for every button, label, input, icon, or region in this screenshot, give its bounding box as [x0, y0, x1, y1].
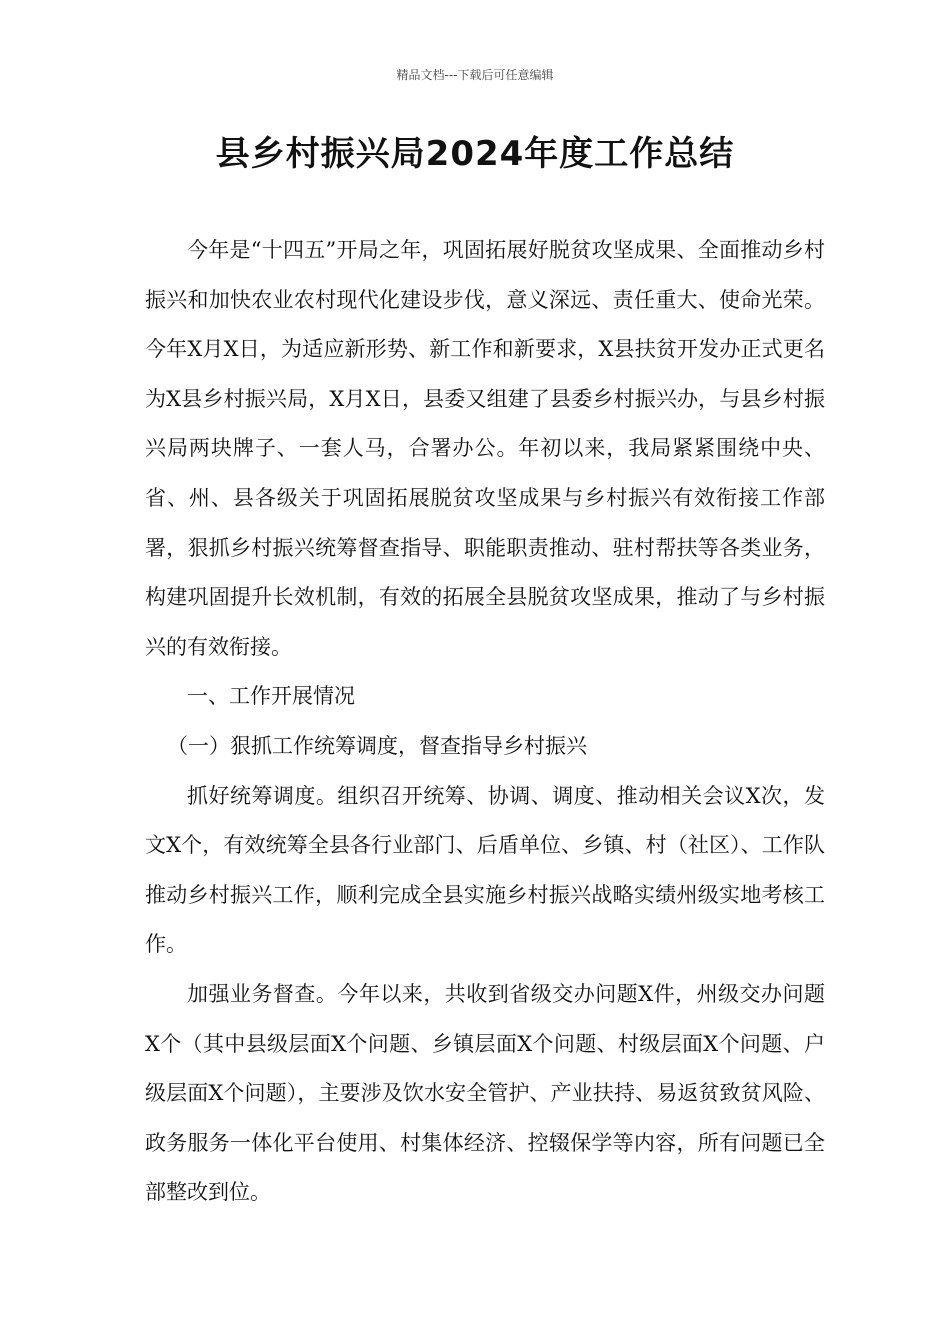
paragraph-intro: 今年是“十四五”开局之年，巩固拓展好脱贫攻坚成果、全面推动乡村振兴和加快农业农村现代化建设步伐，意义深远、责任重大、使命光荣。今年X月X日，为适应新形势、新工作和新要求，X县扶贫开发办正式更名为X县乡村振兴局，X月X日，县委又组建了县委乡村振兴办，与县乡村振兴局两块牌子、一套人马，合署办公。年初以来，我局紧紧围绕中央、省、州、县各级关于巩固拓展脱贫攻坚成果与乡村振兴有效衔接工作部署，狠抓乡村振兴统筹督查指导、职能职责推动、驻村帮扶等各类业务，构建巩固提升长效机制，有效的拓展全县脱贫攻坚成果，推动了与乡村振兴的有效衔接。: [145, 238, 825, 659]
section-heading: 一、工作开展情况: [187, 684, 355, 709]
header-note: 精品文档---下载后可任意编辑: [396, 68, 554, 82]
subsection-heading: （一）狠抓工作统筹调度，督查指导乡村振兴: [167, 733, 587, 758]
paragraph-supervision: 加强业务督查。今年以来，共收到省级交办问题X件，州级交办问题X个（其中县级层面X个问题、乡镇层面X个问题、村级层面X个问题、户级层面X个问题），主要涉及饮水安全管护、产业扶持、易返贫致贫风险、政务服务一体化平台使用、村集体经济、控辍保学等内容，所有问题已全部整改到位。: [145, 981, 825, 1205]
paragraph-coordination: 抓好统筹调度。组织召开统筹、协调、调度、推动相关会议X次，发文X个，有效统筹全县各行业部门、后盾单位、乡镇、村（社区）、工作队推动乡村振兴工作，顺利完成全县实施乡村振兴战略实绩州级实地考核工作。: [145, 783, 825, 957]
document-title: 县乡村振兴局2024年度工作总结: [215, 134, 735, 174]
document-body: [145, 226, 825, 1218]
